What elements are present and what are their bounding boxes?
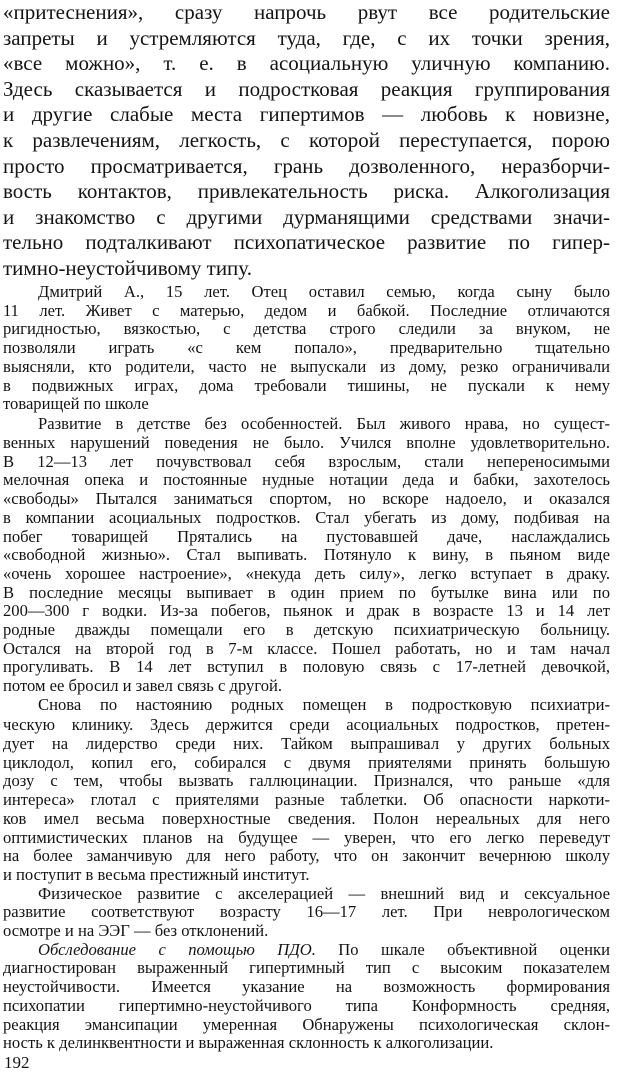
case-line: на более заманчивую для него работу, что он закончит вечернюю школу: [3, 846, 610, 866]
case-line: в компании асоциальных подростков. Стал убегать из дому, подбивая на: [3, 507, 610, 527]
case-line: 200—300 г водки. Из-за побегов, пьянок и драк в возрасте 13 и 14 лет: [3, 601, 610, 621]
case-line: и поступит в весьма престижный институт.: [3, 864, 310, 884]
case-line: ков имел весьма поверхностные сведения. Полон нереальных для него: [3, 808, 610, 828]
case-line: [38, 940, 610, 960]
case-line: Физическое развитие с акселерацией — внешний вид и сексуальное: [38, 883, 610, 903]
intro-line: тельно подталкивают психопатическое развитие по гипер-: [3, 230, 610, 255]
case-line: позволяли играть «с кем попало», предварительно тщательно: [3, 338, 610, 358]
case-line: осмотре и на ЭЭГ — без отклонений.: [3, 921, 269, 941]
case-line: товарищей по школе: [3, 394, 149, 414]
case-line: дозу с тем, чтобы вызвать галлюцинации. Признался, что раньше «для: [3, 771, 610, 791]
case-line: мелочная опека и постоянные нудные нотации деда и бабки, захотелось: [3, 470, 610, 490]
case-line: психопатии гипертимно-неустойчивого типа Конформность средняя,: [3, 995, 610, 1015]
case-line: неустойчивости. Имеется указание на возможность формирования: [3, 977, 610, 997]
exam-heading: Обследование с помощью ПДО.: [38, 939, 316, 959]
case-line: Остался на второй год в 7-м классе. Пошел работать, но и там начал: [3, 638, 610, 658]
case-line: венных нарушений поведения не было. Учился вполне удовлетворительно.: [3, 432, 610, 452]
case-line: В 12—13 лет почувствовал себя взрослым, стали непереносимыми: [3, 451, 610, 471]
case-line: «свободы» Пытался заниматься спортом, но вскоре надоело, и оказался: [3, 489, 610, 509]
intro-line: «все можно», т. е. в асоциальную уличную компанию.: [3, 51, 610, 76]
case-line: «свободной жизнью». Стал выпивать. Потянуло к вину, в пьяном виде: [3, 545, 610, 565]
case-line: 11 лет. Живет с матерью, дедом и бабкой. Последние отличаются: [3, 300, 610, 320]
case-line: диагностирован выраженный гипертимный тип с высоким показателем: [3, 958, 610, 978]
intro-line: к развлечениям, легкость, с которой переступается, порою: [3, 128, 610, 152]
case-line: В последние месяцы выпивает в один прием по бутылке вина или по: [3, 582, 610, 602]
case-line: родные дважды помещали его в детскую психиатрическую больницу.: [3, 620, 610, 639]
case-line: реакция эмансипации умеренная Обнаружены психологическая склон-: [3, 1014, 610, 1034]
case-line: дует на лидерство среди них. Тайком выпрашивал у других больных: [3, 734, 610, 754]
case-line: потом ее бросил и завел связь с другой.: [3, 676, 283, 696]
case-line: ческую клинику. Здесь держится среди асоциальных подростков, претен-: [3, 715, 610, 735]
case-line: интереса» глотал с приятелями разные таблетки. Об опасности наркоти-: [3, 790, 610, 810]
case-line: циклодол, копил его, собирался с двумя приятелями принять большую: [3, 752, 610, 772]
intro-line: и знакомство с другими дурманящими средствами значи-: [3, 204, 610, 229]
case-line: побег товарищей Прятались на пустовавшей даче, наслаждались: [3, 526, 610, 546]
intro-line: Здесь сказывается и подростковая реакция группирования: [3, 76, 610, 101]
case-line: «очень хорошее настроение», «некуда деть силу», легко вступает в драку.: [3, 563, 610, 583]
case-line: в подвижных играх, дома требовали тишины, не пускали к нему: [3, 375, 610, 395]
case-line: оптимистических планов на будущее — уверен, что его легко переведут: [3, 827, 610, 847]
case-line: развитие соответствуют возрасту 16—17 лет. При неврологическом: [3, 902, 610, 922]
case-line: ность к делинквентности и выраженная склонность к алкоголизации.: [3, 1033, 494, 1053]
intro-line: тимно-неустойчивому типу.: [3, 256, 252, 280]
intro-line: вость контактов, привлекательность риска. Алкоголизация: [3, 179, 610, 204]
case-line: Снова по настоянию родных помещен в подростковую психиатри-: [38, 694, 610, 714]
intro-line: просто просматривается, грань дозволенного, неразборчи-: [3, 153, 610, 178]
case-line: выясняли, кто родители, часто не выпускали из дому, резко ограничивали: [3, 356, 610, 376]
case-line: Развитие в детстве без особенностей. Был живого нрава, но сущест-: [38, 414, 610, 434]
exam-text: По шкале объективной оценки: [315, 939, 610, 959]
case-line: ригидностью, вязкостью, с детства строго следили за внуком, не: [3, 319, 610, 339]
intro-line: запреты и устремляются туда, где, с их точки зрения,: [3, 25, 610, 50]
case-line: прогуливать. В 14 лет вступил в половую связь с 17-летней девочкой,: [3, 657, 610, 677]
intro-line: «притеснения», сразу напрочь рвут все родительские: [3, 0, 610, 24]
page-number: 192: [4, 1053, 30, 1072]
intro-line: и другие слабые места гипертимов — любовь к новизне,: [3, 102, 610, 127]
case-line: Дмитрий А., 15 лет. Отец оставил семью, когда сыну было: [38, 282, 610, 301]
